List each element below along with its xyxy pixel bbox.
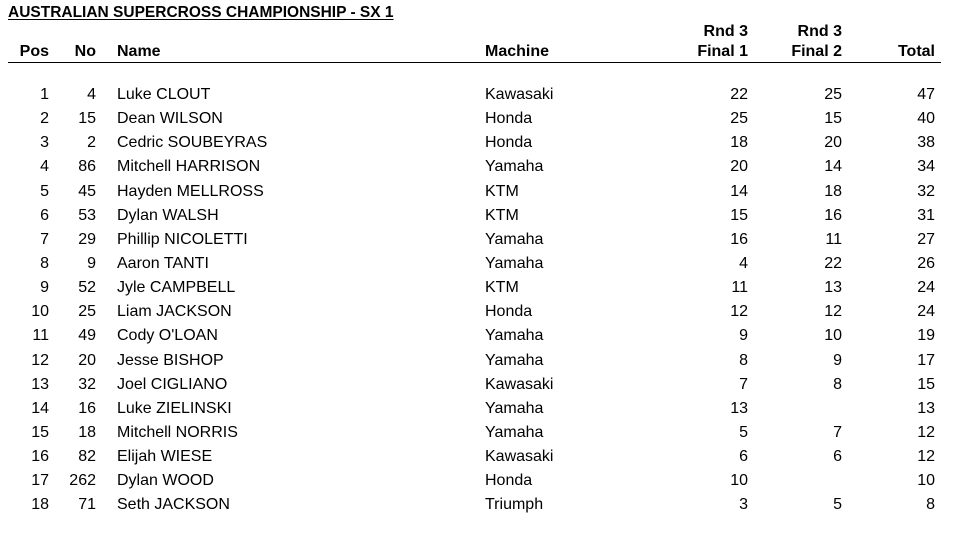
column-header-final1 <box>648 22 748 62</box>
machine-cell: Kawasaki <box>485 375 554 393</box>
rider-name-cell: Phillip NICOLETTI <box>117 230 248 248</box>
machine-cell: Honda <box>485 110 533 128</box>
position-cell: 14 <box>31 399 49 417</box>
position-cell: 13 <box>31 375 49 393</box>
final1-points-cell: 4 <box>739 254 748 272</box>
table-row <box>0 301 962 325</box>
final2-points-cell: 15 <box>824 110 842 128</box>
machine-cell: KTM <box>485 279 519 297</box>
rider-name-cell: Cedric SOUBEYRAS <box>117 134 268 152</box>
column-header-total <box>835 22 935 62</box>
position-cell: 2 <box>40 110 49 128</box>
final1-points-cell: 5 <box>739 423 748 441</box>
rider-number-cell: 82 <box>78 448 96 466</box>
position-cell: 4 <box>40 158 49 176</box>
machine-cell: Kawasaki <box>485 448 554 466</box>
rider-name-cell: Mitchell NORRIS <box>117 423 238 441</box>
final2-points-cell: 7 <box>833 423 842 441</box>
column-header-name-label: Name <box>117 43 161 60</box>
position-cell: 5 <box>40 182 49 200</box>
machine-cell: Yamaha <box>485 230 544 248</box>
rider-name-cell: Luke ZIELINSKI <box>117 399 232 417</box>
rider-number-cell: 20 <box>78 351 96 369</box>
rider-name-cell: Aaron TANTI <box>117 254 209 272</box>
rider-name-cell: Joel CIGLIANO <box>117 375 228 393</box>
final1-points-cell: 8 <box>739 351 748 369</box>
machine-cell: KTM <box>485 182 519 200</box>
total-points-cell: 10 <box>917 472 935 490</box>
final1-points-cell: 14 <box>730 182 748 200</box>
table-row <box>0 205 962 229</box>
final1-points-cell: 15 <box>730 206 748 224</box>
machine-cell: Honda <box>485 472 533 490</box>
machine-cell: KTM <box>485 206 519 224</box>
table-row <box>0 494 962 518</box>
final1-points-cell: 13 <box>730 399 748 417</box>
final2-points-cell: 12 <box>824 303 842 321</box>
position-cell: 17 <box>31 472 49 490</box>
position-cell: 15 <box>31 423 49 441</box>
table-row <box>0 446 962 470</box>
rider-name-cell: Dean WILSON <box>117 110 223 128</box>
column-header-pos <box>8 22 49 62</box>
table-row <box>0 253 962 277</box>
column-header-final2-line2: Final 2 <box>791 43 842 60</box>
rider-number-cell: 52 <box>78 279 96 297</box>
final1-points-cell: 25 <box>730 110 748 128</box>
column-header-final2 <box>742 22 842 62</box>
table-row <box>0 156 962 180</box>
rider-name-cell: Dylan WALSH <box>117 206 219 224</box>
final1-points-cell: 3 <box>739 496 748 514</box>
rider-name-cell: Mitchell HARRISON <box>117 158 261 176</box>
total-points-cell: 24 <box>917 303 935 321</box>
rider-name-cell: Elijah WIESE <box>117 448 213 466</box>
position-cell: 18 <box>31 496 49 514</box>
table-row <box>0 398 962 422</box>
final1-points-cell: 6 <box>739 448 748 466</box>
position-cell: 16 <box>31 448 49 466</box>
final2-points-cell: 10 <box>824 327 842 345</box>
rider-name-cell: Cody O'LOAN <box>117 327 218 345</box>
final1-points-cell: 12 <box>730 303 748 321</box>
machine-cell: Yamaha <box>485 158 544 176</box>
final1-points-cell: 9 <box>739 327 748 345</box>
machine-cell: Honda <box>485 134 533 152</box>
final1-points-cell: 20 <box>730 158 748 176</box>
total-points-cell: 40 <box>917 110 935 128</box>
machine-cell: Yamaha <box>485 327 544 345</box>
total-points-cell: 17 <box>917 351 935 369</box>
rider-number-cell: 32 <box>78 375 96 393</box>
table-row <box>0 325 962 349</box>
rider-name-cell: Jesse BISHOP <box>117 351 224 369</box>
rider-number-cell: 45 <box>78 182 96 200</box>
total-points-cell: 13 <box>917 399 935 417</box>
final1-points-cell: 10 <box>730 472 748 490</box>
machine-cell: Yamaha <box>485 399 544 417</box>
final2-points-cell: 5 <box>833 496 842 514</box>
total-points-cell: 47 <box>917 86 935 103</box>
total-points-cell: 27 <box>917 230 935 248</box>
rider-name-cell: Jyle CAMPBELL <box>117 279 236 297</box>
table-row <box>0 350 962 374</box>
final2-points-cell: 25 <box>824 86 842 103</box>
final2-points-cell: 22 <box>824 254 842 272</box>
total-points-cell: 8 <box>926 496 935 514</box>
rider-number-cell: 25 <box>78 303 96 321</box>
final2-points-cell: 18 <box>824 182 842 200</box>
rider-number-cell: 86 <box>78 158 96 176</box>
column-header-final1-line2: Final 1 <box>697 43 748 60</box>
total-points-cell: 12 <box>917 448 935 466</box>
machine-cell: Yamaha <box>485 423 544 441</box>
rider-number-cell: 4 <box>87 86 96 103</box>
position-cell: 11 <box>32 327 49 345</box>
position-cell: 3 <box>40 134 49 152</box>
rider-number-cell: 262 <box>69 472 96 490</box>
column-header-machine-label: Machine <box>485 43 550 60</box>
position-cell: 1 <box>40 86 49 103</box>
rider-name-cell: Seth JACKSON <box>117 496 230 514</box>
position-cell: 10 <box>31 303 49 321</box>
column-header-total-label: Total <box>897 43 935 60</box>
final2-points-cell: 20 <box>824 134 842 152</box>
total-points-cell: 31 <box>917 206 935 224</box>
table-row <box>0 84 962 108</box>
header-divider <box>8 62 941 63</box>
rider-name-cell: Hayden MELLROSS <box>117 182 264 200</box>
final2-points-cell: 16 <box>824 206 842 224</box>
total-points-cell: 38 <box>917 134 935 152</box>
final2-points-cell: 13 <box>824 279 842 297</box>
rider-number-cell: 71 <box>78 496 96 514</box>
column-header-no <box>50 22 96 62</box>
rider-name-cell: Luke CLOUT <box>117 86 211 103</box>
final2-points-cell: 8 <box>833 375 842 393</box>
machine-cell: Yamaha <box>485 254 544 272</box>
total-points-cell: 19 <box>917 327 935 345</box>
rider-number-cell: 15 <box>78 110 96 128</box>
position-cell: 9 <box>40 279 49 297</box>
table-row <box>0 108 962 132</box>
rider-number-cell: 18 <box>78 423 96 441</box>
page-title: AUSTRALIAN SUPERCROSS CHAMPIONSHIP - SX 1 <box>8 4 394 21</box>
table-row <box>0 374 962 398</box>
table-row <box>0 470 962 494</box>
position-cell: 6 <box>40 206 49 224</box>
column-header-name <box>117 22 317 62</box>
final1-points-cell: 11 <box>731 279 748 297</box>
final1-points-cell: 7 <box>739 375 748 393</box>
position-cell: 7 <box>40 230 49 248</box>
rider-number-cell: 9 <box>87 254 96 272</box>
total-points-cell: 15 <box>917 375 935 393</box>
table-row <box>0 277 962 301</box>
position-cell: 12 <box>31 351 49 369</box>
total-points-cell: 12 <box>917 423 935 441</box>
rider-number-cell: 49 <box>78 327 96 345</box>
table-row <box>0 181 962 205</box>
machine-cell: Honda <box>485 303 533 321</box>
table-row <box>0 229 962 253</box>
final2-points-cell: 11 <box>825 230 842 248</box>
machine-cell: Yamaha <box>485 351 544 369</box>
total-points-cell: 32 <box>917 182 935 200</box>
rider-name-cell: Dylan WOOD <box>117 472 214 490</box>
final2-points-cell: 9 <box>833 351 842 369</box>
final1-points-cell: 22 <box>730 86 748 103</box>
table-row <box>0 132 962 156</box>
rider-name-cell: Liam JACKSON <box>117 303 232 321</box>
final2-points-cell: 14 <box>824 158 842 176</box>
column-header-final2-line1: Rnd 3 <box>797 23 842 40</box>
rider-number-cell: 2 <box>87 134 96 152</box>
rider-number-cell: 53 <box>78 206 96 224</box>
total-points-cell: 24 <box>917 279 935 297</box>
column-header-final1-line1: Rnd 3 <box>703 23 748 40</box>
machine-cell: Kawasaki <box>485 86 554 103</box>
total-points-cell: 34 <box>917 158 935 176</box>
results-table <box>0 84 962 519</box>
position-cell: 8 <box>40 254 49 272</box>
final1-points-cell: 18 <box>730 134 748 152</box>
machine-cell: Triumph <box>485 496 544 514</box>
total-points-cell: 26 <box>917 254 935 272</box>
final1-points-cell: 16 <box>730 230 748 248</box>
rider-number-cell: 29 <box>78 230 96 248</box>
column-header-no-label: No <box>74 43 96 60</box>
rider-number-cell: 16 <box>78 399 96 417</box>
column-header-pos-label: Pos <box>19 43 49 60</box>
table-row <box>0 422 962 446</box>
final2-points-cell: 6 <box>833 448 842 466</box>
